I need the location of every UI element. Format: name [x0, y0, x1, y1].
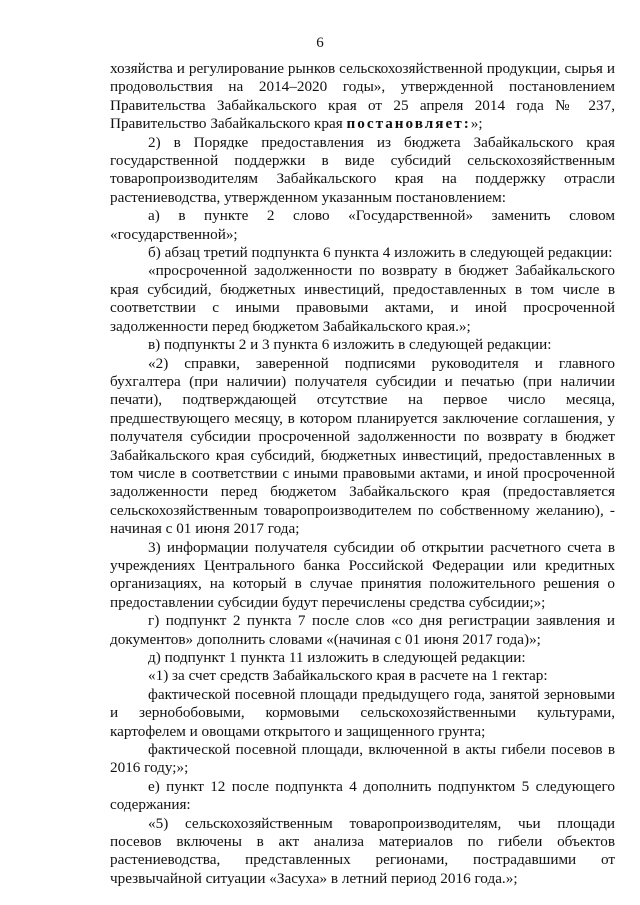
paragraph-text: хозяйства и регулирование рынков сельскохозяйственной продукции, сырья и продовольствия на 2014–2020 годы», утвержденной постановлением Правительства Забайкальского края от 25 апреля 2014 года № 237, Правительство Забайкальского края — [110, 60, 615, 133]
paragraph: д) подпункт 1 пункта 11 изложить в следующей редакции: — [148, 649, 526, 666]
paragraph: 2) в Порядке предоставления из бюджета Забайкальского края государственной поддержки в виде субсидий сельскохозяйственным товаропроизводителям Забайкальского края на поддержку отрасли растениеводства, утвержденном указанным постановлением: — [110, 133, 615, 206]
paragraph: е) пункт 12 после подпункта 4 дополнить подпунктом 5 следующего содержания: — [110, 777, 615, 814]
paragraph: фактической посевной площади, включенной в акты гибели посевов в 2016 году;»; — [110, 741, 615, 777]
paragraph: 3) информации получателя субсидии об открытии расчетного счета в учреждениях Центрального банка Российской Федерации или кредитных организациях, на который в случае принятия положительного решения о предоставлении субсидии будут перечислены средства субсидии;»; — [110, 538, 615, 611]
document-body — [110, 60, 615, 888]
paragraph: «просроченной задолженности по возврату в бюджет Забайкальского края субсидий, бюджетных инвестиций, предоставленных в том числе в соответствии с иными правовыми актами, и иной просроченной задолженности перед бюджетом Забайкальского края.»; — [110, 262, 615, 335]
paragraph: «5) сельскохозяйственным товаропроизводителям, чьи площади посевов включены в акт анализа материалов по гибели объектов растениеводства, представленных регионами, пострадавшими от чрезвычайной ситуации «Засуха» в летний период 2016 года.»; — [110, 814, 615, 887]
paragraph: в) подпункты 2 и 3 пункта 6 изложить в следующей редакции: — [148, 336, 552, 354]
page-number: 6 — [316, 35, 324, 51]
paragraph — [110, 60, 615, 134]
paragraph: б) абзац третий подпункта 6 пункта 4 изложить в следующей редакции: — [148, 244, 613, 262]
paragraph-tail: »; — [470, 115, 483, 133]
paragraph: «1) за счет средств Забайкальского края в расчете на 1 гектар: — [148, 667, 548, 685]
paragraph: а) в пункте 2 слово «Государственной» заменить словом «государственной»; — [110, 207, 615, 243]
paragraph: г) подпункт 2 пункта 7 после слов «со дня регистрации заявления и документов» дополнить словами «(начиная с 01 июня 2017 года)»; — [110, 612, 615, 648]
paragraph: фактической посевной площади предыдущего года, занятой зерновыми и зернобобовыми, кормовыми сельскохозяйственными культурами, картофелем и овощами открытого и защищенного грунта; — [110, 685, 615, 740]
paragraph: «2) справки, заверенной подписями руководителя и главного бухгалтера (при наличии) получателя субсидии и печатью (при наличии печати), подтверждающей отсутствие на первое число месяца, предшествующего месяцу, в котором планируется заключение соглашения, у получателя субсидии просроченной задолженности по возврату в бюджет Забайкальского края субсидий, бюджетных инвестиций, предоставленных в том числе в соответствии с иными правовыми актами, и иной просроченной задолженности перед бюджетом Забайкальского края (предоставляется сельскохозяйственным товаропроизводителем по собственному желанию), - начиная с 01 июня 2017 года; — [110, 354, 615, 538]
emphasized-word: постановляет: — [346, 115, 471, 133]
